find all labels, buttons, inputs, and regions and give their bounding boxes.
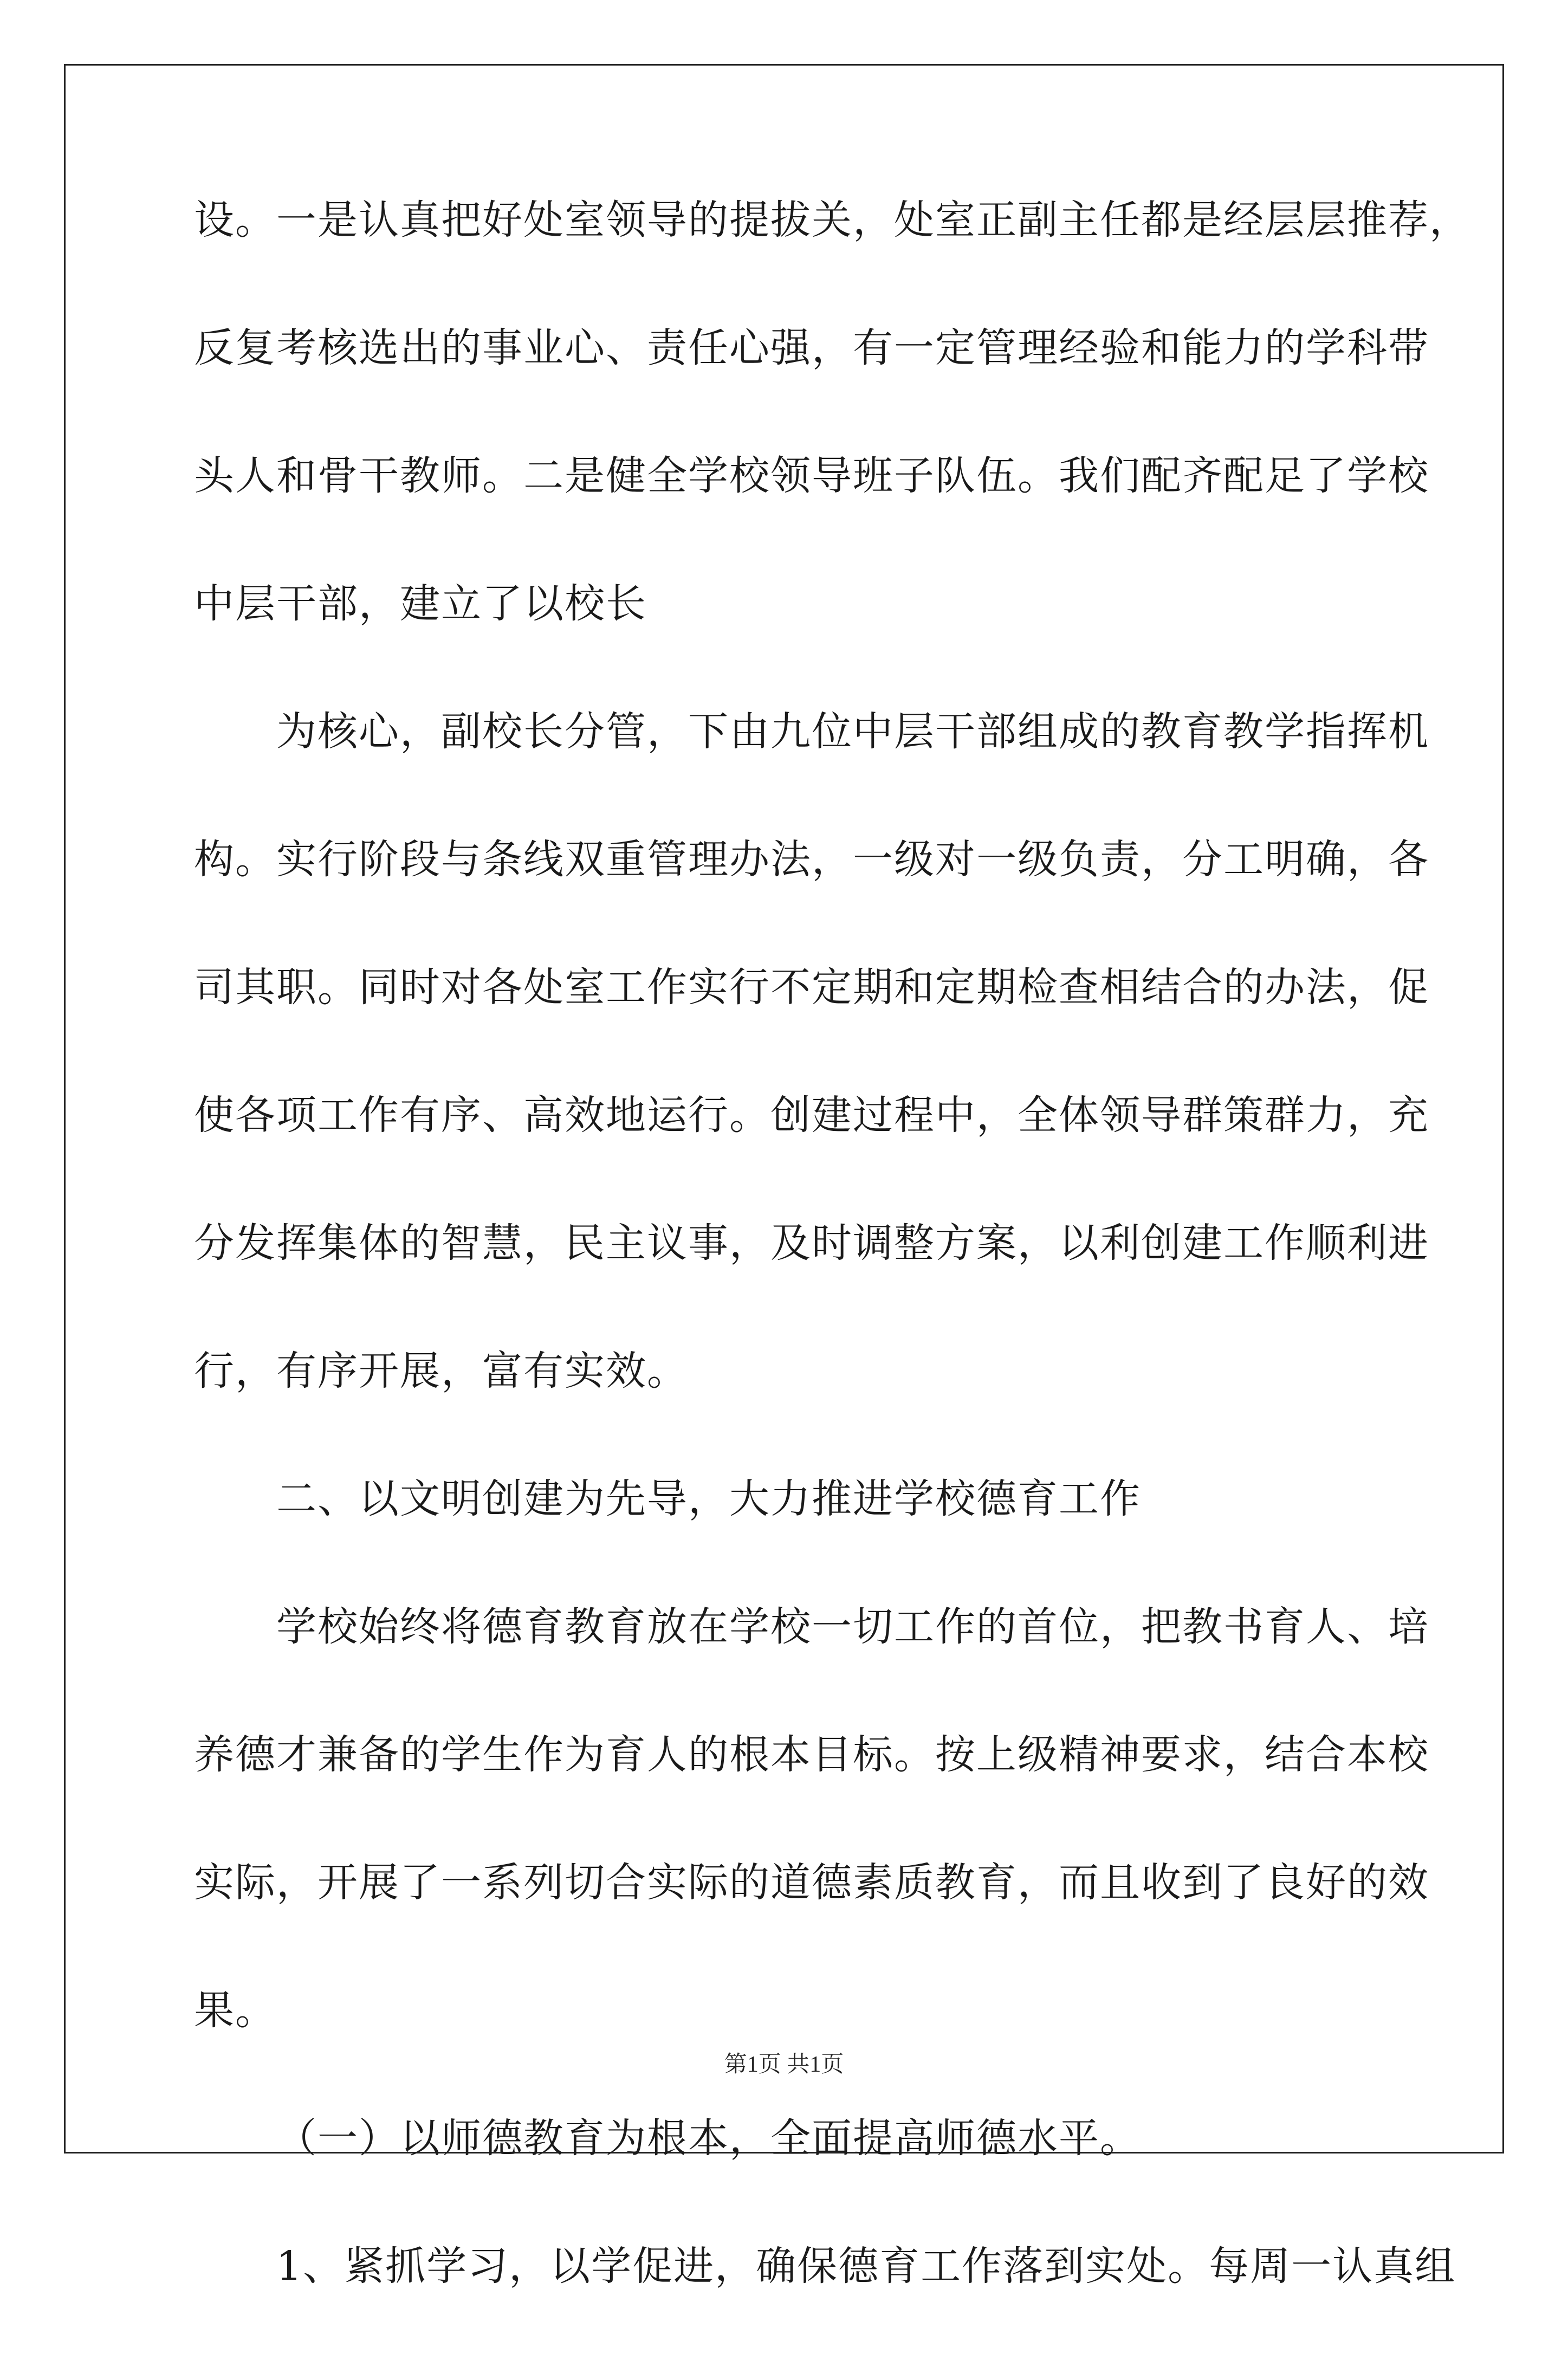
section-heading: 二、以文明创建为先导，大力推进学校德育工作 [276, 1476, 1141, 1522]
text-line: 分发挥集体的智慧，民主议事，及时调整方案，以利创建工作顺利进 [194, 1220, 1429, 1266]
document-body [194, 193, 1470, 2367]
text-line: 果。 [194, 1987, 276, 2034]
text-line: 头人和骨干教师。二是健全学校领导班子队伍。我们配齐配足了学校 [194, 452, 1429, 499]
subsection-heading: （一）以师德教育为根本，全面提高师德水平。 [276, 2115, 1141, 2162]
text-line: 实际，开展了一系列切合实际的道德素质教育，而且收到了良好的效 [194, 1859, 1429, 1906]
text-line: 使各项工作有序、高效地运行。创建过程中，全体领导群策群力，充 [194, 1092, 1429, 1139]
text-line: 设。一是认真把好处室领导的提拔关，处室正副主任都是经层层推荐， [194, 197, 1470, 243]
text-line: 司其职。同时对各处室工作实行不定期和定期检查相结合的办法，促 [194, 964, 1429, 1011]
text-line: 中层干部，建立了以校长 [194, 580, 647, 627]
paragraph-start: 为核心，副校长分管，下由九位中层干部组成的教育教学指挥机 [276, 708, 1429, 755]
page-footer: 第1页 共1页 [724, 2052, 844, 2077]
text-line: 行，有序开展，富有实效。 [194, 1348, 688, 1394]
paragraph-start: 1、紧抓学习，以学促进，确保德育工作落到实处。每周一认真组 [276, 2243, 1456, 2290]
text-line: 养德才兼备的学生作为育人的根本目标。按上级精神要求，结合本校 [194, 1731, 1429, 1778]
paragraph-start: 学校始终将德育教育放在学校一切工作的首位，把教书育人、培 [276, 1603, 1429, 1650]
text-line: 反复考核选出的事业心、责任心强，有一定管理经验和能力的学科带 [194, 325, 1429, 371]
text-line: 构。实行阶段与条线双重管理办法，一级对一级负责，分工明确，各 [194, 836, 1429, 883]
